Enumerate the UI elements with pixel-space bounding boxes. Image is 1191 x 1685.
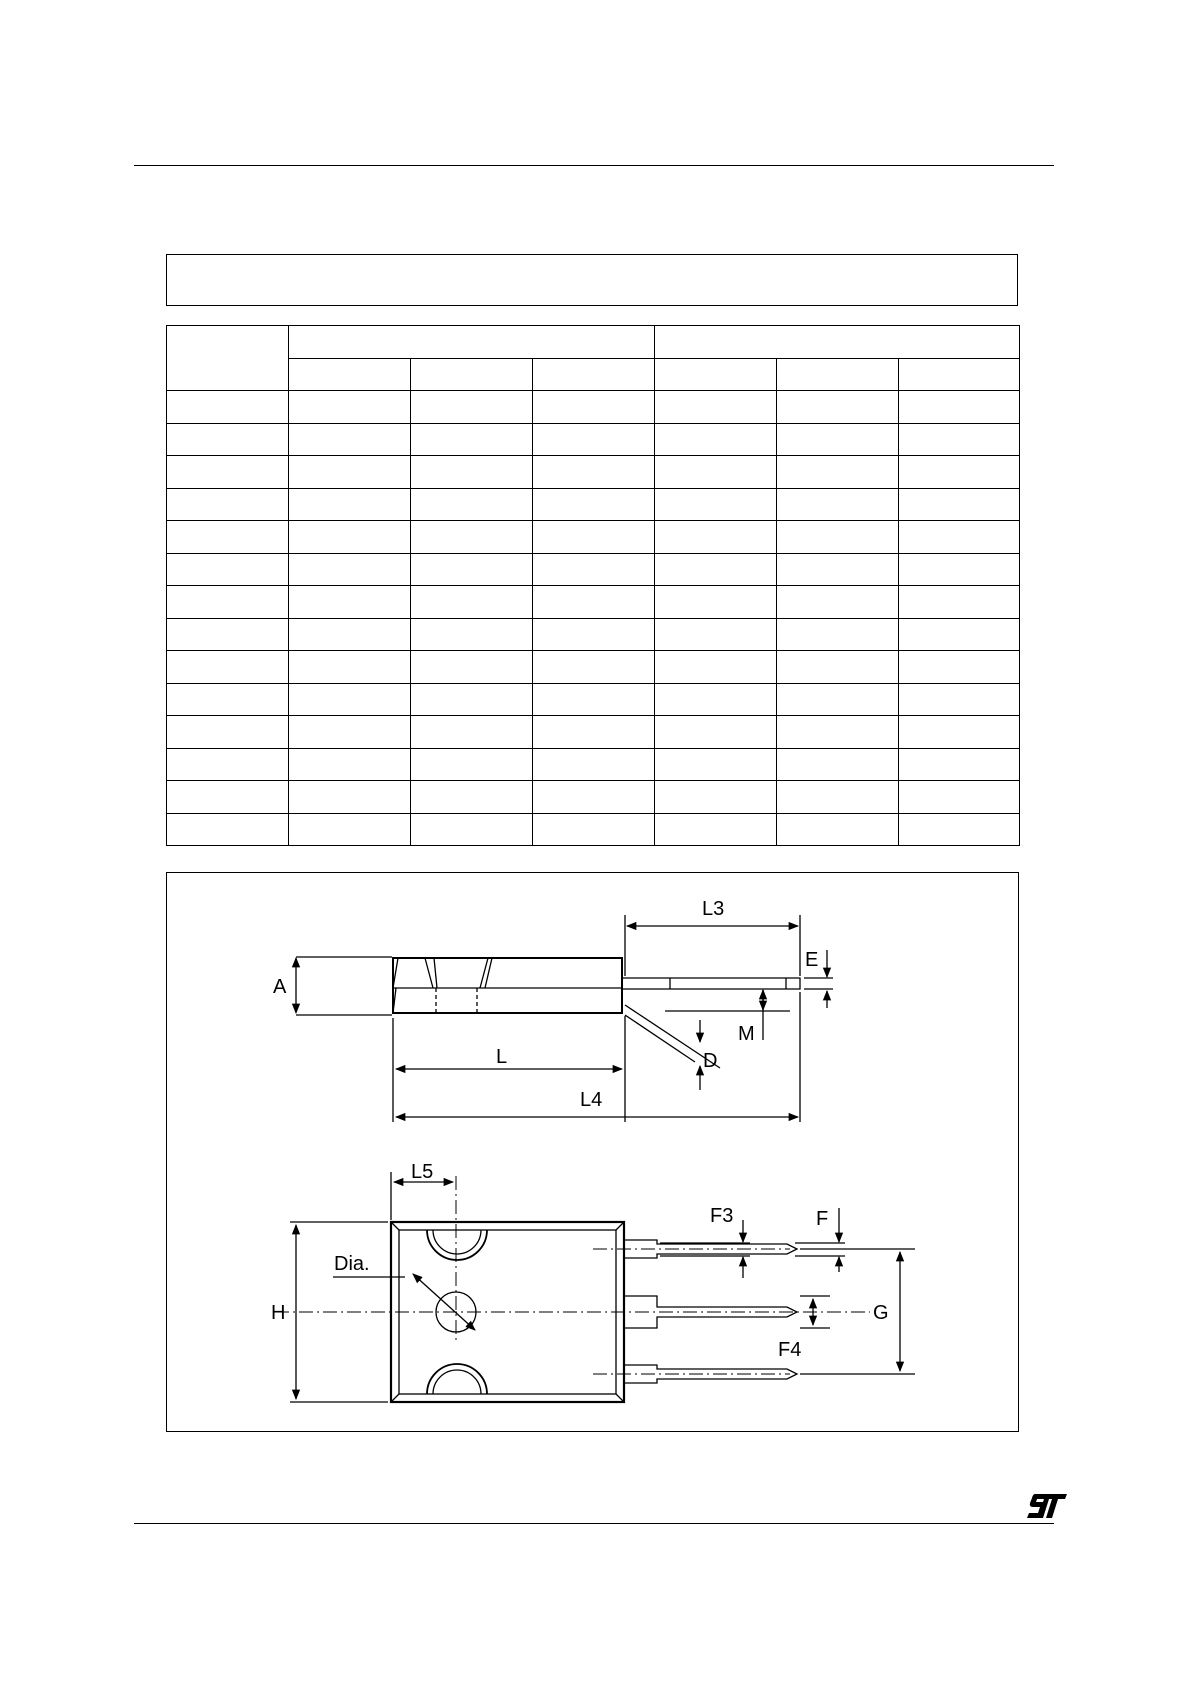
label-f4: F4 — [778, 1339, 802, 1361]
label-dia: Dia. — [334, 1253, 370, 1275]
st-logo-icon — [1026, 1493, 1068, 1519]
label-e: E — [805, 949, 819, 971]
label-d: D — [703, 1050, 718, 1072]
label-l3: L3 — [702, 898, 725, 920]
footer-rule — [134, 1523, 1054, 1524]
label-g: G — [873, 1302, 889, 1324]
label-m: M — [738, 1023, 755, 1045]
side-view — [296, 915, 833, 1122]
label-a: A — [273, 976, 287, 998]
label-f: F — [816, 1208, 829, 1230]
label-l: L — [496, 1046, 508, 1068]
label-l4: L4 — [580, 1089, 603, 1111]
top-view — [275, 1172, 915, 1402]
label-h: H — [271, 1302, 286, 1324]
label-f3: F3 — [710, 1205, 734, 1227]
label-l5: L5 — [411, 1161, 434, 1183]
